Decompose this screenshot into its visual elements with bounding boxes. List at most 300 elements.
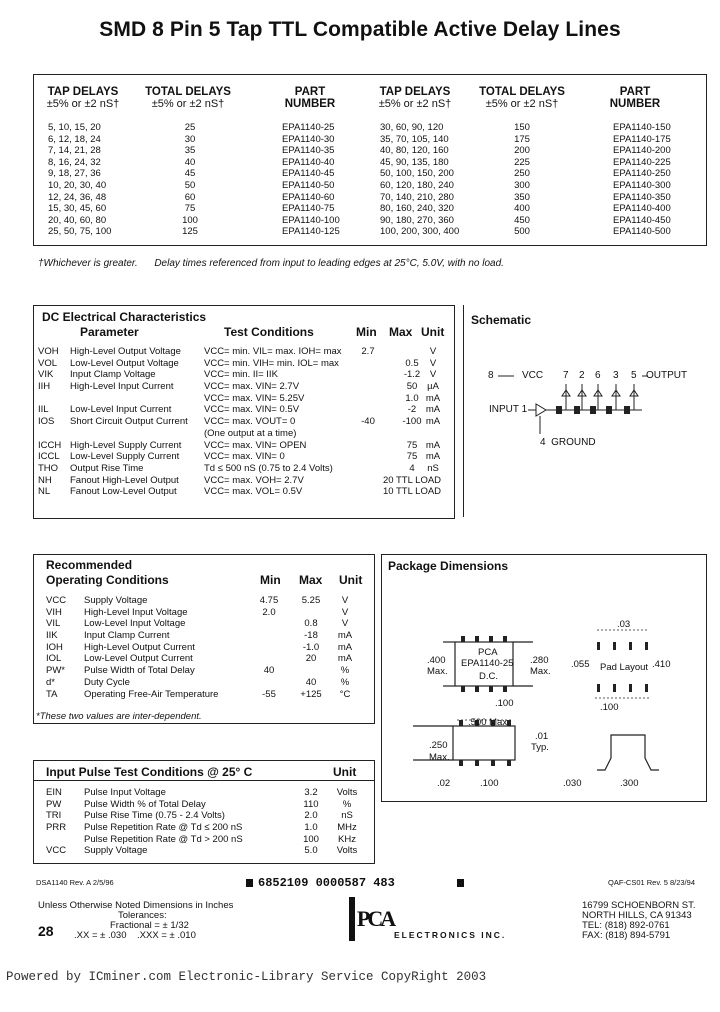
- dc-row: [38, 440, 452, 452]
- pulse-val: 2.0: [304, 810, 318, 822]
- dc-unit: mA: [425, 451, 441, 463]
- dc-sym: THO: [38, 462, 59, 474]
- address-line-1: 16799 SCHOENBORN ST.: [582, 900, 696, 911]
- barcode-number: 6852109 0000587 483: [258, 876, 395, 890]
- pulse-unit: %: [342, 798, 352, 810]
- dc-sym: IIH: [38, 381, 51, 393]
- dc-unit: mA: [425, 392, 441, 404]
- pkg-d100: .100: [495, 698, 514, 709]
- dc-row: [38, 346, 452, 358]
- pkg-d02: .02: [437, 778, 451, 789]
- part-header-label: PART: [294, 86, 326, 98]
- left-total-cell-6: 60: [184, 191, 196, 203]
- dc-param: Short Circuit Output Current: [70, 416, 188, 428]
- rec-unit: V: [341, 618, 349, 630]
- rec-max: -1.0: [302, 641, 320, 653]
- pkg-d01: .01: [535, 731, 549, 742]
- right-tap-cell-6: 70, 140, 210, 280: [380, 191, 454, 203]
- rec-sym: TA: [46, 688, 58, 700]
- left-tap-cell-7: 15, 30, 45, 60: [48, 203, 107, 215]
- pkg-d400: .400: [427, 655, 446, 666]
- right-part-cell-0: EPA1140-150: [613, 122, 671, 133]
- right-total-cell-7: 400: [514, 203, 530, 215]
- dc-row: [38, 451, 452, 463]
- part-header-left: [265, 86, 355, 110]
- rec-title-2: Operating Conditions: [46, 573, 169, 587]
- rec-col-max: Max: [299, 573, 323, 587]
- pkg-d280: .280: [530, 655, 549, 666]
- rec-param: Supply Voltage: [84, 595, 148, 606]
- pulse-row: [46, 810, 366, 822]
- part-header-sub: NUMBER: [609, 98, 661, 110]
- rec-param: Pulse Width of Total Delay: [84, 665, 195, 677]
- right-part-column: [613, 123, 671, 239]
- pkg-max-3: Max.: [429, 752, 450, 763]
- rec-param: High-Level Output Current: [84, 641, 195, 653]
- total-header-sub: ±5% or ±2 nS†: [151, 98, 225, 110]
- rec-param: Operating Free-Air Temperature: [84, 688, 219, 700]
- rec-row: [46, 618, 366, 630]
- pulse-unit: Volts: [336, 787, 358, 798]
- left-tap-cell-3: 8, 16, 24, 32: [48, 156, 101, 168]
- right-tap-cell-1: 35, 70, 105, 140: [380, 133, 449, 145]
- doc-number-left: DSA1140 Rev. A 2/5/96: [36, 878, 114, 887]
- dc-max: 75: [406, 439, 418, 451]
- dc-unit: mA: [425, 416, 441, 428]
- dc-max: 20 TTL LOAD: [382, 474, 442, 486]
- barcode-mark-left: [246, 879, 253, 887]
- total-header-sub: ±5% or ±2 nS†: [485, 98, 559, 110]
- dc-sym: VOL: [38, 357, 58, 369]
- left-part-cell-9: EPA1140-125: [282, 226, 340, 238]
- rec-row: [46, 642, 366, 654]
- left-total-cell-5: 50: [184, 179, 196, 191]
- rec-sym: VIL: [46, 618, 61, 630]
- right-part-cell-6: EPA1140-350: [613, 191, 671, 203]
- dc-param: Fanout Low-Level Output: [70, 486, 177, 498]
- dc-unit: V: [429, 346, 437, 357]
- pkg-d300: .300: [620, 778, 639, 789]
- left-total-cell-2: 35: [184, 145, 196, 157]
- left-part-cell-8: EPA1140-100: [282, 214, 340, 226]
- tolerance-title: Unless Otherwise Noted Dimensions in Inches: [38, 900, 234, 911]
- left-tap-cell-2: 7, 14, 21, 28: [48, 145, 101, 157]
- dc-sym: NH: [38, 474, 52, 486]
- right-part-cell-7: EPA1140-400: [613, 203, 671, 215]
- dc-sym: VOH: [38, 346, 59, 357]
- dc-param: Low-Level Output Voltage: [70, 357, 179, 369]
- dc-max: 0.5: [405, 357, 419, 369]
- pulse-sym: TRI: [46, 810, 62, 822]
- rec-sym: PW*: [46, 665, 65, 677]
- left-part-cell-0: EPA1140-25: [282, 122, 335, 133]
- dc-param: Fanout High-Level Output: [70, 474, 179, 486]
- rec-max: 0.8: [304, 618, 318, 630]
- schematic-output: OUTPUT: [646, 370, 688, 381]
- pulse-param: Pulse Rise Time (0.75 - 2.4 Volts): [84, 810, 225, 822]
- dc-sym: VIK: [38, 369, 54, 381]
- rec-unit: mA: [337, 630, 353, 642]
- rec-title-1: Recommended: [46, 558, 133, 572]
- right-total-column: [502, 123, 542, 239]
- tap-header-sub: ±5% or ±2 nS†: [46, 98, 120, 110]
- schematic-tap-3: 6: [595, 370, 601, 381]
- right-total-cell-0: 150: [514, 122, 530, 133]
- left-tap-column: [48, 123, 111, 239]
- right-part-cell-5: EPA1140-300: [613, 179, 671, 191]
- doc-number-right: QAF-CS01 Rev. 5 8/23/94: [608, 878, 695, 887]
- pulse-param: Pulse Input Voltage: [84, 787, 166, 798]
- pkg-d055: .055: [571, 659, 590, 670]
- package-drawing: [383, 600, 703, 795]
- dc-max: -100: [402, 416, 422, 428]
- dc-test: VCC= max. VIN= 0: [204, 451, 285, 463]
- dc-test: VCC= max. VOH= 2.7V: [204, 474, 304, 486]
- left-part-cell-3: EPA1140-40: [282, 156, 335, 168]
- total-header-label: TOTAL DELAYS: [145, 86, 231, 98]
- left-part-cell-4: EPA1140-45: [282, 168, 335, 180]
- tap-header-right: [370, 86, 460, 110]
- dc-max: 10 TTL LOAD: [382, 486, 442, 498]
- left-tap-cell-1: 6, 12, 18, 24: [48, 133, 101, 145]
- pulse-title: Input Pulse Test Conditions @ 25° C: [46, 765, 253, 779]
- left-tap-cell-9: 25, 50, 75, 100: [48, 226, 112, 238]
- pulse-param: Supply Voltage: [84, 845, 148, 857]
- rec-min: -55: [262, 688, 276, 700]
- schematic-ground: 4 GROUND: [540, 437, 596, 448]
- right-total-cell-8: 450: [514, 214, 530, 226]
- fax: FAX: (818) 894-5791: [582, 930, 671, 941]
- rec-note: *These two values are inter-dependent.: [36, 711, 202, 722]
- dc-row: [38, 393, 452, 405]
- rec-param: Duty Cycle: [84, 676, 130, 688]
- rec-param: High-Level Input Voltage: [84, 606, 188, 618]
- left-total-cell-3: 40: [184, 156, 196, 168]
- dc-sym: IOS: [38, 416, 55, 428]
- right-total-cell-6: 350: [514, 191, 530, 203]
- left-part-cell-5: EPA1140-50: [282, 179, 335, 191]
- pca-logo-letters: PCA: [349, 897, 395, 941]
- pulse-val: 5.0: [304, 845, 318, 857]
- dc-max: 75: [406, 451, 418, 463]
- pulse-param: Pulse Width % of Total Delay: [84, 798, 206, 810]
- pulse-val: 110: [303, 798, 319, 810]
- left-part-cell-7: EPA1140-75: [282, 203, 335, 215]
- left-total-cell-9: 125: [182, 226, 198, 238]
- right-tap-column: [380, 123, 459, 239]
- pkg-d100c: .100: [480, 778, 499, 789]
- dc-param: Output Rise Time: [70, 462, 144, 474]
- rec-param: Low-Level Input Voltage: [84, 618, 186, 630]
- left-part-cell-1: EPA1140-30: [282, 133, 335, 145]
- dc-max: 50: [406, 381, 418, 393]
- left-tap-cell-8: 20, 40, 60, 80: [48, 214, 107, 226]
- pulse-row: [46, 822, 366, 834]
- tap-header-left: [38, 86, 128, 110]
- dc-test: VCC= max. VIN= 5.25V: [204, 392, 305, 404]
- pulse-param: Pulse Repetition Rate @ Td > 200 nS: [84, 833, 243, 845]
- pulse-val: 100: [303, 833, 319, 845]
- dc-max: -1.2: [403, 369, 421, 381]
- dc-rows: [38, 346, 452, 498]
- right-part-cell-1: EPA1140-175: [613, 133, 671, 145]
- dc-param: High-Level Input Current: [70, 381, 174, 393]
- dc-test: VCC= min. II= IIK: [204, 369, 278, 381]
- right-total-cell-4: 250: [514, 168, 530, 180]
- rec-row: [46, 665, 366, 677]
- schematic-input: INPUT 1: [489, 404, 528, 415]
- pkg-title: Package Dimensions: [388, 559, 509, 573]
- pkg-part: EPA1140-25: [461, 658, 514, 669]
- dc-sym: NL: [38, 486, 51, 498]
- schematic-vcc: VCC: [522, 370, 544, 381]
- dc-unit: µA: [427, 381, 439, 393]
- dc-row: [38, 358, 452, 370]
- rec-param: Low-Level Output Current: [84, 653, 193, 665]
- page-title: SMD 8 Pin 5 Tap TTL Compatible Active Delay Lines: [99, 18, 621, 41]
- dc-max: 1.0: [405, 392, 419, 404]
- rec-max: +125: [300, 688, 322, 700]
- left-total-cell-0: 25: [184, 122, 196, 133]
- pkg-pad-layout: Pad Layout: [600, 662, 649, 673]
- right-part-cell-8: EPA1140-450: [613, 214, 671, 226]
- left-tap-cell-6: 12, 24, 36, 48: [48, 191, 107, 203]
- dc-test: VCC= max. VIN= 2.7V: [204, 381, 300, 393]
- schematic-tap-5: 5: [631, 370, 637, 381]
- dc-test: VCC= max. VOL= 0.5V: [204, 486, 303, 498]
- right-part-cell-2: EPA1140-200: [613, 145, 671, 157]
- pkg-typ: Typ.: [531, 742, 549, 753]
- schematic-title: Schematic: [471, 313, 532, 327]
- right-tap-cell-5: 60, 120, 180, 240: [380, 179, 454, 191]
- rec-min: 40: [263, 665, 275, 677]
- rec-unit: %: [340, 676, 350, 688]
- pulse-param: Pulse Repetition Rate @ Td ≤ 200 nS: [84, 822, 243, 834]
- pulse-sym: EIN: [46, 787, 62, 798]
- rec-min: 4.75: [259, 595, 279, 606]
- tolerance-label: Tolerances:: [118, 910, 167, 921]
- pkg-d100b: .100: [600, 702, 619, 713]
- address-line-2: NORTH HILLS, CA 91343: [582, 910, 692, 921]
- left-tap-cell-5: 10, 20, 30, 40: [48, 179, 107, 191]
- dc-param: High-Level Output Voltage: [70, 346, 181, 357]
- left-part-cell-6: EPA1140-60: [282, 191, 335, 203]
- right-part-cell-4: EPA1140-250: [613, 168, 671, 180]
- right-total-cell-2: 200: [514, 145, 530, 157]
- rec-max: -18: [304, 630, 318, 642]
- pulse-row: [46, 845, 366, 857]
- dc-max: -2: [407, 404, 417, 416]
- part-header-right: [590, 86, 680, 110]
- schematic-pin8: 8: [488, 370, 494, 381]
- total-header-label: TOTAL DELAYS: [479, 86, 565, 98]
- pulse-sym: VCC: [46, 845, 67, 857]
- pulse-unit: MHz: [337, 822, 357, 834]
- left-total-cell-4: 45: [184, 168, 196, 180]
- part-header-sub: NUMBER: [284, 98, 336, 110]
- rec-unit: V: [341, 606, 349, 618]
- tolerance-decimal: .XX = ± .030 .XXX = ± .010: [74, 930, 196, 941]
- pkg-d030: .030: [563, 778, 582, 789]
- pulse-row: [46, 799, 366, 811]
- pulse-header-rule: [34, 780, 374, 781]
- company-name: ELECTRONICS INC.: [394, 930, 507, 940]
- dc-test: VCC= max. VOUT= 0: [204, 416, 296, 428]
- dc-unit: mA: [425, 404, 441, 416]
- pkg-max-2: Max.: [530, 666, 551, 677]
- rec-max: 5.25: [301, 595, 321, 606]
- dc-unit: V: [429, 369, 437, 381]
- rec-col-unit: Unit: [339, 573, 363, 587]
- pulse-col-unit: Unit: [333, 765, 357, 779]
- dc-row: [38, 428, 452, 440]
- rec-row: [46, 607, 366, 619]
- dc-param: High-Level Supply Current: [70, 439, 182, 451]
- left-part-column: [282, 123, 340, 239]
- pulse-unit: Volts: [336, 845, 358, 857]
- rec-min: 2.0: [262, 606, 276, 618]
- dc-row: [38, 416, 452, 428]
- right-tap-cell-9: 100, 200, 300, 400: [380, 226, 460, 238]
- dc-min: -40: [361, 416, 375, 428]
- dc-param: Low-Level Supply Current: [70, 451, 180, 463]
- rec-row: [46, 630, 366, 642]
- rec-unit: °C: [339, 688, 351, 700]
- rec-row: [46, 595, 366, 607]
- pulse-sym: PRR: [46, 822, 67, 834]
- rec-row: [46, 677, 366, 689]
- pulse-sym: PW: [46, 798, 62, 810]
- schematic-tap-2: 2: [579, 370, 585, 381]
- pulse-row: [46, 787, 366, 799]
- dc-col-unit: Unit: [421, 325, 445, 339]
- pulse-unit: nS: [341, 810, 353, 822]
- left-total-cell-1: 30: [184, 133, 196, 145]
- total-header-right: [472, 86, 572, 110]
- dc-param: Low-Level Input Current: [70, 404, 172, 416]
- pkg-d03: .03: [617, 619, 631, 630]
- pkg-d500: .500 Max.: [468, 717, 510, 728]
- dc-test: Td ≤ 500 nS (0.75 to 2.4 Volts): [204, 462, 333, 474]
- tolerance-fractional: Fractional = ± 1/32: [110, 920, 189, 931]
- rec-unit: mA: [337, 653, 353, 665]
- rec-max: 40: [305, 676, 317, 688]
- dc-col-test: Test Conditions: [224, 325, 314, 339]
- rec-sym: IOH: [46, 641, 63, 653]
- pulse-val: 3.2: [304, 787, 318, 798]
- right-total-cell-3: 225: [514, 156, 530, 168]
- schematic-tap-1: 7: [563, 370, 569, 381]
- pulse-rows: [46, 787, 366, 857]
- pkg-d410: .410: [652, 659, 671, 670]
- right-tap-cell-8: 90, 180, 270, 360: [380, 214, 454, 226]
- right-tap-cell-7: 80, 160, 240, 320: [380, 203, 454, 215]
- dc-unit: nS: [427, 462, 439, 474]
- pkg-brand: PCA: [478, 647, 498, 658]
- rec-row: [46, 653, 366, 665]
- pulse-val: 1.0: [304, 822, 318, 834]
- rec-unit: V: [341, 595, 349, 606]
- pulse-row: [46, 834, 366, 846]
- left-total-column: [170, 123, 210, 239]
- rec-unit: %: [340, 665, 350, 677]
- dc-row: [38, 486, 452, 498]
- dc-sym: ICCL: [38, 451, 60, 463]
- dc-unit: V: [429, 357, 437, 369]
- dc-sym: ICCH: [38, 439, 62, 451]
- dc-col-max: Max: [389, 325, 413, 339]
- rec-max: 20: [305, 653, 317, 665]
- left-total-cell-7: 75: [184, 203, 196, 215]
- left-tap-cell-0: 5, 10, 15, 20: [48, 122, 101, 133]
- dc-sym: IIL: [38, 404, 49, 416]
- pulse-unit: KHz: [338, 833, 356, 845]
- pkg-d250: .250: [429, 740, 448, 751]
- dc-row: [38, 475, 452, 487]
- right-tap-cell-0: 30, 60, 90, 120: [380, 122, 444, 133]
- total-header-left: [138, 86, 238, 110]
- right-total-cell-1: 175: [514, 133, 530, 145]
- page-number: 28: [38, 923, 54, 939]
- pca-logo: [349, 897, 395, 941]
- rec-sym: IIK: [46, 630, 58, 642]
- right-tap-cell-2: 40, 80, 120, 160: [380, 145, 449, 157]
- dc-title: DC Electrical Characteristics: [42, 310, 207, 324]
- rec-row: [46, 689, 366, 701]
- left-total-cell-8: 100: [182, 214, 198, 226]
- rec-param: Input Clamp Current: [84, 630, 170, 642]
- rec-sym: VCC: [46, 595, 67, 606]
- part-header-label: PART: [619, 86, 651, 98]
- delay-footnote: †Whichever is greater. Delay times referenced from input to leading edges at 25°C, 5.0V, with no load.: [38, 258, 504, 269]
- dc-param: Input Clamp Voltage: [70, 369, 156, 381]
- dc-test: VCC= max. VIN= OPEN: [204, 439, 307, 451]
- dc-row: [38, 381, 452, 393]
- dc-test: VCC= min. VIL= max. IOH= max: [204, 346, 342, 357]
- pkg-dc: D.C.: [479, 671, 498, 682]
- left-part-cell-2: EPA1140-35: [282, 145, 335, 157]
- rec-sym: VIH: [46, 606, 62, 618]
- dc-test: VCC= max. VIN= 0.5V: [204, 404, 300, 416]
- tap-header-label: TAP DELAYS: [47, 86, 119, 98]
- rec-sym: IOL: [46, 653, 62, 665]
- dc-col-min: Min: [356, 325, 377, 339]
- dc-unit: mA: [425, 439, 441, 451]
- left-tap-cell-4: 9, 18, 27, 36: [48, 168, 101, 180]
- tap-header-label: TAP DELAYS: [379, 86, 451, 98]
- barcode-mark-right: [457, 879, 464, 887]
- dc-row: [38, 404, 452, 416]
- dc-row: [38, 369, 452, 381]
- right-part-cell-3: EPA1140-225: [613, 156, 671, 168]
- dc-test: (One output at a time): [204, 427, 297, 439]
- right-part-cell-9: EPA1140-500: [613, 226, 671, 238]
- rec-unit: mA: [337, 641, 353, 653]
- dc-min: 2.7: [361, 346, 375, 357]
- dc-test: VCC= min. VIH= min. IOL= max: [204, 357, 339, 369]
- tap-header-sub: ±5% or ±2 nS†: [378, 98, 452, 110]
- dc-col-param: Parameter: [80, 325, 139, 339]
- right-tap-cell-3: 45, 90, 135, 180: [380, 156, 449, 168]
- rec-col-min: Min: [260, 573, 281, 587]
- rec-sym: d*: [46, 676, 55, 688]
- schematic-tap-4: 3: [613, 370, 619, 381]
- pkg-max-1: Max.: [427, 666, 448, 677]
- watermark: Powered by ICminer.com Electronic-Library Service CopyRight 2003: [6, 970, 487, 984]
- right-total-cell-9: 500: [514, 226, 530, 238]
- telephone: TEL: (818) 892-0761: [582, 920, 670, 931]
- dc-row: [38, 463, 452, 475]
